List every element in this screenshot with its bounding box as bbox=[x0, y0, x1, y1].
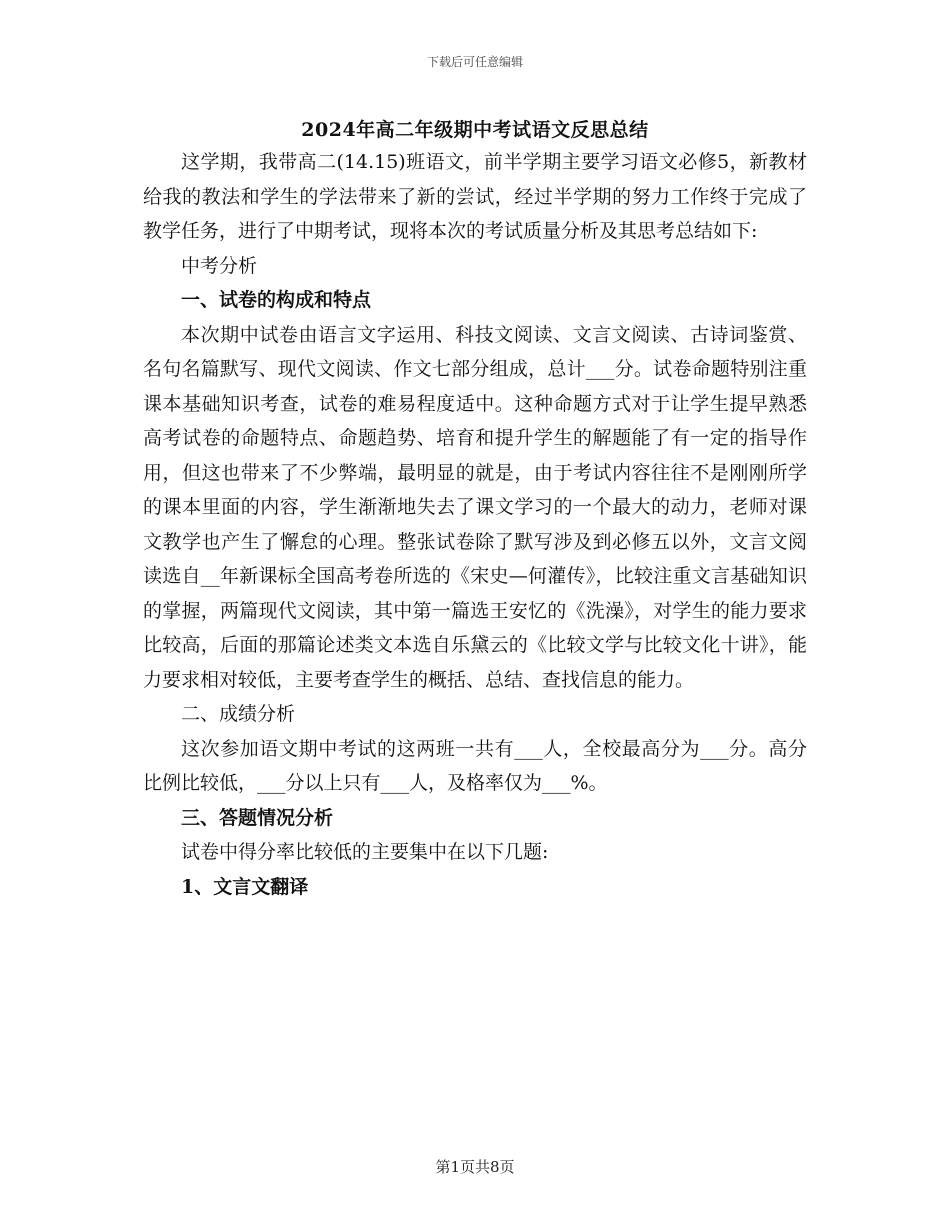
paragraph-answer-analysis: 试卷中得分率比较低的主要集中在以下几题: bbox=[181, 841, 549, 863]
paragraph-section-label: 中考分析 bbox=[181, 254, 258, 277]
heading-section-1: 一、试卷的构成和特点 bbox=[181, 289, 372, 311]
paragraph-score-analysis: 这次参加语文期中考试的这两班一共有___人，全校最高分为___分。高分比例比较低，___分以上只有___人，及格率仅为___%。 bbox=[143, 737, 807, 794]
page-footer: 第1页共8页 bbox=[435, 1158, 515, 1176]
page-header: 下载后可任意编辑 bbox=[426, 55, 523, 69]
heading-subsection-1: 1、文言文翻译 bbox=[181, 875, 309, 898]
heading-section-3: 三、答题情况分析 bbox=[181, 806, 334, 829]
paragraph-intro: 这学期，我带高二(14.15)班语文，前半学期主要学习语文必修5，新教材给我的教法和学生的学法带来了新的尝试，经过半学期的努力工作终于完成了教学任务，进行了中期考试，现将本次的考试质量分析及其思考总结如下: bbox=[143, 151, 807, 242]
document-title: 2024年高二年级期中考试语文反思总结 bbox=[301, 119, 649, 141]
heading-section-2: 二、成绩分析 bbox=[181, 703, 296, 725]
document-body bbox=[143, 145, 807, 904]
paragraph-exam-structure: 本次期中试卷由语言文字运用、科技文阅读、文言文阅读、古诗词鉴赏、名句名篇默写、现代文阅读、作文七部分组成，总计___分。试卷命题特别注重课本基础知识考查，试卷的难易程度适中。这种命题方式对于让学生提早熟悉高考试卷的命题特点、命题趋势、培育和提升学生的解题能了有一定的指导作用，但这也带来了不少弊端，最明显的就是，由于考试内容往往不是刚刚所学的课本里面的内容，学生渐渐地失去了课文学习的一个最大的动力，老师对课文教学也产生了懈怠的心理。整张试卷除了默写涉及到必修五以外，文言文阅读选自__年新课标全国高考卷所选的《宋史—何灌传》，比较注重文言基础知识的掌握，两篇现代文阅读，其中第一篇选王安忆的《洗澡》，对学生的能力要求比较高，后面的那篇论述类文本选自乐黛云的《比较文学与比较文化十讲》，能力要求相对较低，主要考查学生的概括、总结、查找信息的能力。 bbox=[143, 323, 807, 691]
